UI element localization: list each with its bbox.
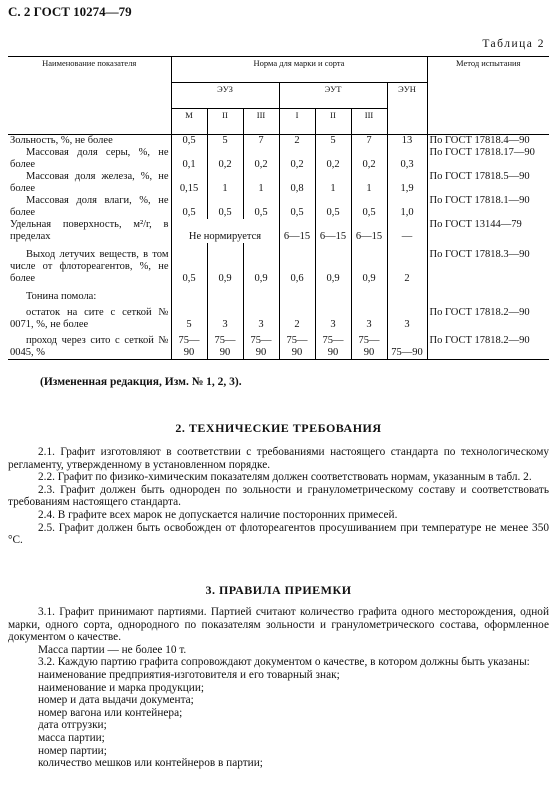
page-header: С. 2 ГОСТ 10274—79 <box>8 4 132 19</box>
brand-eut: ЭУТ <box>279 83 387 109</box>
brand-eun: ЭУН <box>387 83 427 135</box>
paragraph: 2.5. Графит должен быть освобожден от флотореагентов просушиванием при температуре не менее 350 °С. <box>8 521 549 547</box>
grade-header: II <box>207 109 243 135</box>
list-item: номер вагона или контейнера; <box>38 706 183 719</box>
list-item: номер партии; <box>38 744 107 757</box>
paragraph: 2.1. Графит изготовляют в соответствии с требованиями настоящего стандарта по технологическому регламенту, утвержденному в установленном порядке. <box>8 446 549 471</box>
paragraph: 3.2. Каждую партию графита сопровождают документом о качестве, в котором должны быть указаны: <box>38 656 530 669</box>
section-3-title: 3. ПРАВИЛА ПРИЕМКИ <box>205 583 352 597</box>
section-2-body <box>8 446 549 547</box>
brand-euz: ЭУЗ <box>171 83 279 109</box>
paragraph: Масса партии — не более 10 т. <box>38 643 187 656</box>
amendment-note: (Измененная редакция, Изм. № 1, 2, 3). <box>40 376 242 388</box>
section-3-body <box>8 606 549 770</box>
norms-table <box>8 56 549 360</box>
table-row: проход через сито с сеткой № 0045, % 75—90 75—90 75—90 75—90 75—90 75—90 75—90 По ГОСТ 17818.2—90 <box>8 331 549 360</box>
table-row: Тонина помола: <box>8 285 549 303</box>
grade-header: II <box>315 109 351 135</box>
list-item: наименование предприятия-изготовителя и его товарный знак; <box>38 668 340 681</box>
list-item: дата отгрузки; <box>38 719 107 732</box>
list-item: масса партии; <box>38 731 105 744</box>
section-2-title: 2. ТЕХНИЧЕСКИЕ ТРЕБОВАНИЯ <box>175 421 382 435</box>
table-row: Выход летучих веществ, в том числе от флотореагентов, %, не более 0,5 0,9 0,9 0,6 0,9 0,9 2 По ГОСТ 17818.3—90 <box>8 243 549 285</box>
grade-header: М <box>171 109 207 135</box>
paragraph: 3.1. Графит принимают партиями. Партией считают количество графита одного месторождения, одной марки, одного сорта, однородного по показателям зольности и гранулометрического состава, оформленное документом о качестве. <box>8 606 549 644</box>
merged-cell: Не нормируется <box>171 219 279 243</box>
col-name-header: Наименование показателя <box>42 58 137 68</box>
grade-header: III <box>351 109 387 135</box>
list-item: количество мешков или контейнеров в партии; <box>38 757 263 770</box>
paragraph: 2.4. В графите всех марок не допускается наличие посторонних примесей. <box>38 508 398 521</box>
table-row: Зольность, %, не более 0,5 5 7 2 5 7 13 По ГОСТ 17818.4—90 <box>8 135 549 148</box>
table-title: Таблица 2 <box>482 38 545 50</box>
table-row: Удельная поверхность, м²/г, в пределах Не нормируется 6—15 6—15 6—15 — По ГОСТ 13144—79 <box>8 219 549 243</box>
col-method-header: Метод испытания <box>427 57 549 135</box>
col-norm-header: Норма для марки и сорта <box>171 57 427 83</box>
paragraph: 2.3. Графит должен быть однороден по зольности и гранулометрическому составу и соответствовать требованиям настоящего стандарта. <box>8 483 549 509</box>
paragraph: 2.2. Графит по физико-химическим показателям должен соответствовать нормам, указанным в табл. 2. <box>38 471 532 484</box>
grade-header: I <box>279 109 315 135</box>
table-row: Массовая доля железа, %, не более 0,15 1 1 0,8 1 1 1,9 По ГОСТ 17818.5—90 <box>8 171 549 195</box>
table-row: Массовая доля влаги, %, не более 0,5 0,5 0,5 0,5 0,5 0,5 1,0 По ГОСТ 17818.1—90 <box>8 195 549 219</box>
table-row: Массовая доля серы, %, не более 0,1 0,2 0,2 0,2 0,2 0,2 0,3 По ГОСТ 17818.17—90 <box>8 147 549 171</box>
grade-header: III <box>243 109 279 135</box>
table-row: остаток на сите с сеткой № 0071, %, не более 5 3 3 2 3 3 3 По ГОСТ 17818.2—90 <box>8 303 549 331</box>
list-item: наименование и марка продукции; <box>38 681 205 694</box>
list-item: номер и дата выдачи документа; <box>38 694 194 707</box>
